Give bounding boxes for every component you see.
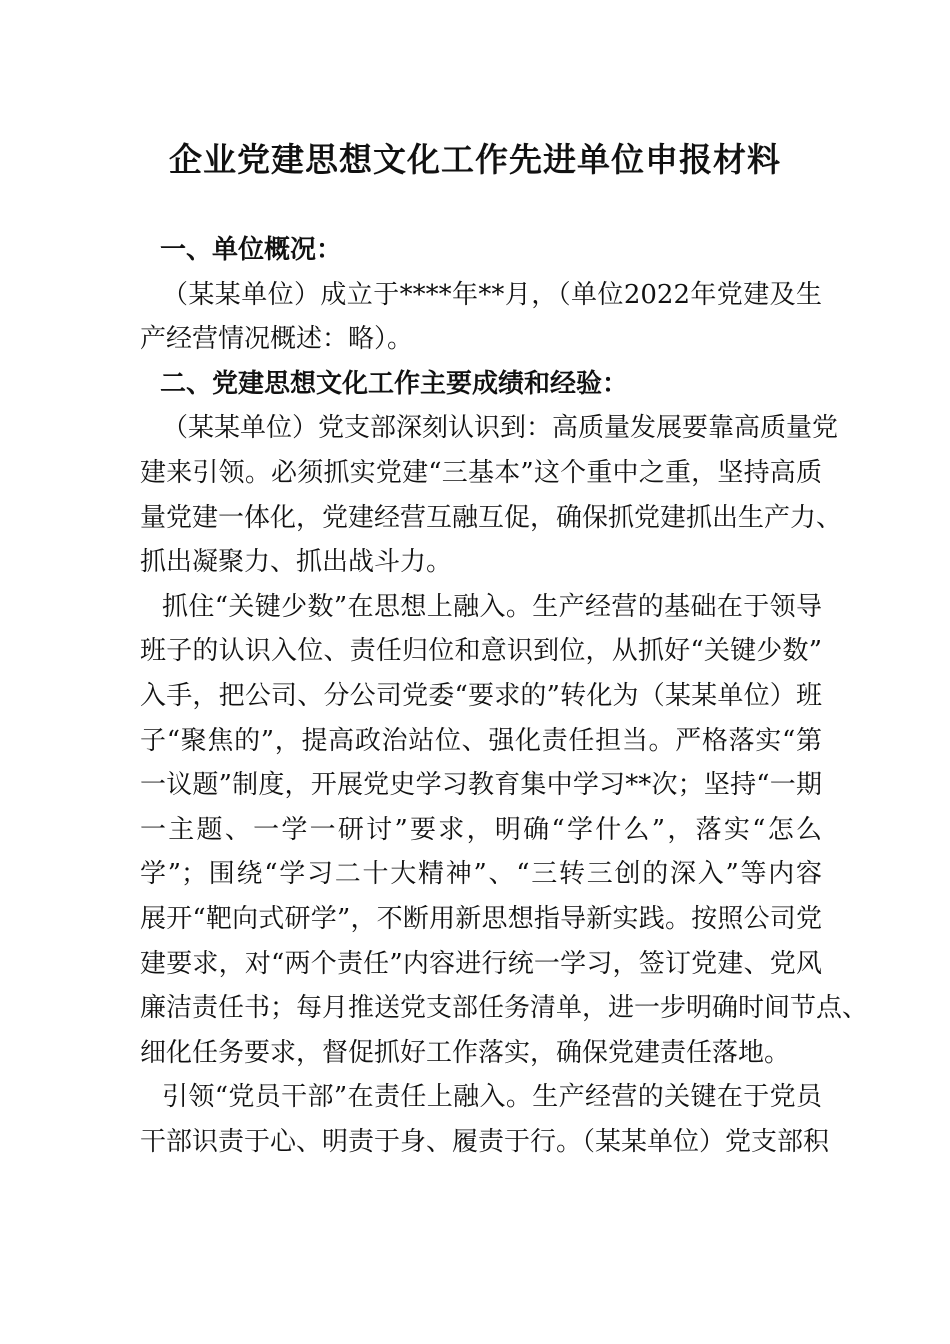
text-line: 子“聚焦的”，提高政治站位、强化责任担当。严格落实“第	[140, 725, 822, 756]
text-line: 产经营情况概述：略）。	[140, 324, 414, 355]
text-line: 一主题、一学一研讨”要求，明确“学什么”，落实“怎么	[140, 814, 822, 845]
section-heading: 一、单位概况：	[160, 235, 343, 265]
document-body	[140, 228, 869, 1164]
text-line: 引领“党员干部”在责任上融入。生产经营的关键在于党员	[162, 1082, 822, 1113]
text-line: 展开“靶向式研学”，不断用新思想指导新实践。按照公司党	[140, 903, 822, 934]
text-line: （某某单位）成立于****年**月，（单位2022年党建及生	[162, 279, 822, 310]
text-line: 廉洁责任书；每月推送党支部任务清单，进一步明确时间节点、	[140, 993, 869, 1024]
text-line: 一议题”制度，开展党史学习教育集中学习**次；坚持“一期	[140, 770, 822, 801]
text-line: 量党建一体化，党建经营互融互促，确保抓党建抓出生产力、	[140, 502, 843, 533]
document-title: 企业党建思想文化工作先进单位申报材料	[169, 140, 781, 179]
text-line: 细化任务要求，督促抓好工作落实，确保党建责任落地。	[140, 1037, 791, 1068]
text-line: 抓出凝聚力、抓出战斗力。	[140, 547, 453, 578]
text-line: 入手，把公司、分公司党委“要求的”转化为（某某单位）班	[140, 680, 822, 711]
text-line: 班子的认识入位、责任归位和意识到位，从抓好“关键少数”	[140, 636, 822, 667]
section-heading: 二、党建思想文化工作主要成绩和经验：	[160, 368, 629, 399]
text-line: 建要求，对“两个责任”内容进行统一学习，签订党建、党风	[140, 948, 822, 979]
text-line: 抓住“关键少数”在思想上融入。生产经营的基础在于领导	[162, 591, 822, 622]
text-line: 建来引领。必须抓实党建“三基本”这个重中之重，坚持高质	[140, 457, 822, 488]
text-line: 学”；围绕“学习二十大精神”、“三转三创的深入”等内容	[140, 859, 822, 890]
text-line: 干部识责于心、明责于身、履责于行。（某某单位）党支部积	[140, 1126, 830, 1157]
text-line: （某某单位）党支部深刻认识到：高质量发展要靠高质量党	[162, 413, 839, 444]
